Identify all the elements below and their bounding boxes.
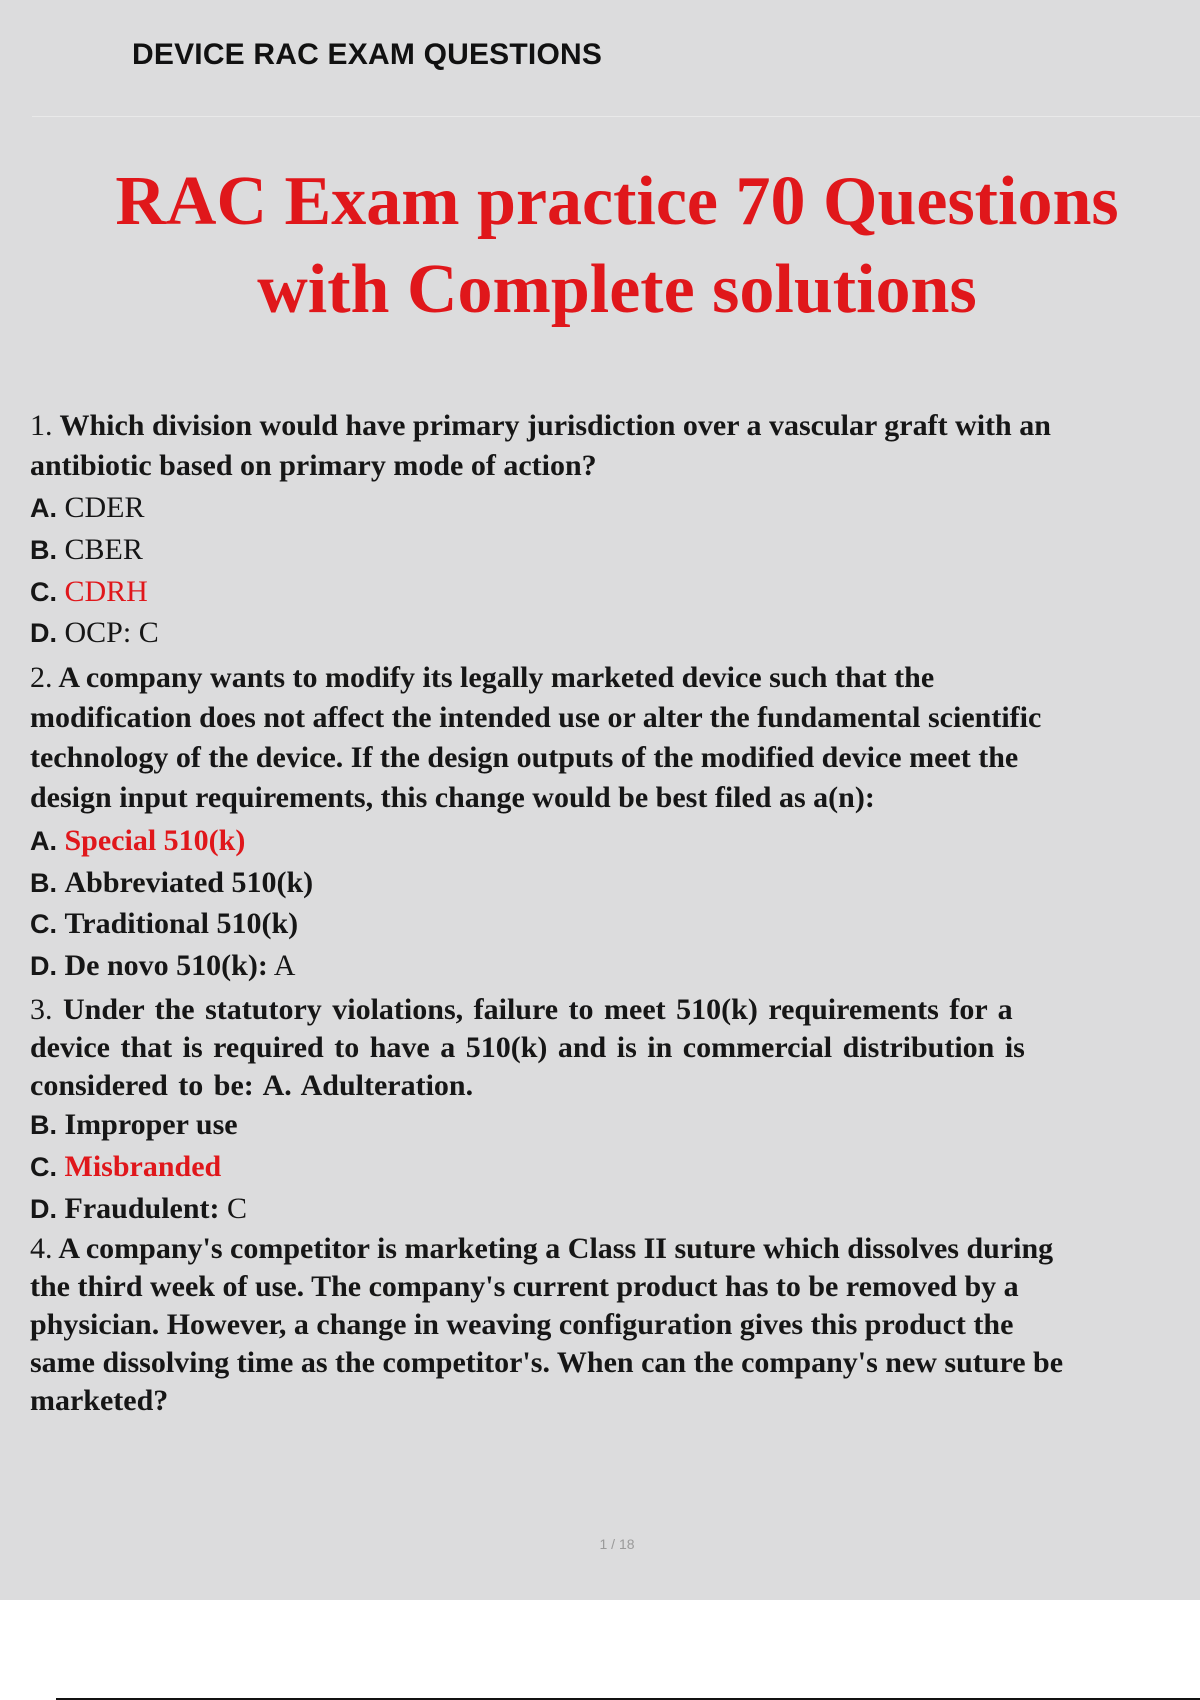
question-text: Under the statutory violations, failure to meet 510(k) requirements for a: [63, 993, 1013, 1026]
question-line: design input requirements, this change would be best filed as a(n):: [30, 781, 875, 814]
question-3-option-d: [30, 1189, 247, 1229]
document-title: [0, 158, 1200, 334]
correct-answer-text: Misbranded: [64, 1150, 222, 1183]
question-number: 2.: [30, 661, 53, 694]
answer-key: C: [227, 1192, 248, 1225]
option-letter: A.: [30, 493, 57, 523]
question-line: same dissolving time as the competitor's. When can the company's new suture be: [30, 1346, 1064, 1379]
option-letter: C.: [30, 1152, 57, 1182]
running-header: DEVICE RAC EXAM QUESTIONS: [132, 38, 603, 71]
question-line: [30, 1230, 1200, 1268]
question-3-option-c: [30, 1147, 221, 1187]
question-number: 4.: [30, 1232, 53, 1265]
question-2-option-a: [30, 821, 245, 861]
option-text: OCP: C: [64, 616, 159, 649]
question-line: physician. However, a change in weaving configuration gives this product the: [30, 1308, 1014, 1341]
option-letter: D.: [30, 1194, 57, 1224]
question-2-option-c: [30, 904, 298, 944]
option-letter: B.: [30, 535, 57, 565]
question-number: 1.: [30, 409, 53, 442]
question-1-option-a: [30, 488, 145, 528]
question-line: [30, 658, 1200, 698]
correct-answer-text: Special 510(k): [64, 824, 246, 857]
question-1-stem: [30, 406, 1200, 486]
question-2-option-b: [30, 863, 313, 903]
option-text: CBER: [64, 533, 143, 566]
question-line: considered to be: A. Adulteration.: [30, 1069, 474, 1102]
title-line-1: RAC Exam practice 70 Questions: [115, 163, 1119, 240]
answer-key: A: [273, 949, 296, 982]
question-line: antibiotic based on primary mode of action?: [30, 449, 597, 482]
question-1-option-b: [30, 530, 143, 570]
question-line: device that is required to have a 510(k) and is in commercial distribution is: [30, 1031, 1025, 1064]
question-text: A company's competitor is marketing a Class II suture which dissolves during: [58, 1232, 1054, 1265]
option-letter: D.: [30, 951, 57, 981]
option-text: Improper use: [64, 1108, 238, 1141]
question-2-stem: [30, 658, 1200, 818]
option-letter: C.: [30, 909, 57, 939]
question-1-option-c: [30, 572, 148, 612]
question-3-stem: [30, 991, 1200, 1105]
option-text: De novo 510(k):: [64, 949, 268, 982]
option-text: Traditional 510(k): [64, 907, 299, 940]
question-line: the third week of use. The company's current product has to be removed by a: [30, 1270, 1019, 1303]
option-text: CDER: [64, 491, 145, 524]
option-letter: B.: [30, 1110, 57, 1140]
option-letter: D.: [30, 618, 57, 648]
option-letter: A.: [30, 826, 57, 856]
question-4-stem: [30, 1230, 1200, 1420]
question-line: [30, 406, 1200, 446]
question-text: Which division would have primary jurisdiction over a vascular graft with an: [59, 409, 1051, 442]
question-2-option-d: [30, 946, 295, 986]
option-text: Abbreviated 510(k): [64, 866, 314, 899]
question-line: modification does not affect the intended use or alter the fundamental scientific: [30, 701, 1042, 734]
question-line: technology of the device. If the design outputs of the modified device meet the: [30, 741, 1019, 774]
option-text: Fraudulent:: [64, 1192, 220, 1225]
option-letter: C.: [30, 577, 57, 607]
page-indicator: 1 / 18: [599, 1536, 635, 1552]
question-number: 3.: [30, 993, 53, 1026]
header-divider: [32, 116, 1200, 117]
question-line: [30, 991, 1200, 1029]
title-line-2: with Complete solutions: [257, 251, 977, 328]
question-line: marketed?: [30, 1384, 169, 1417]
option-letter: B.: [30, 868, 57, 898]
question-text: A company wants to modify its legally marketed device such that the: [58, 661, 935, 694]
correct-answer-text: CDRH: [64, 575, 148, 608]
question-1-option-d: [30, 613, 159, 653]
question-3-option-b: [30, 1105, 238, 1145]
